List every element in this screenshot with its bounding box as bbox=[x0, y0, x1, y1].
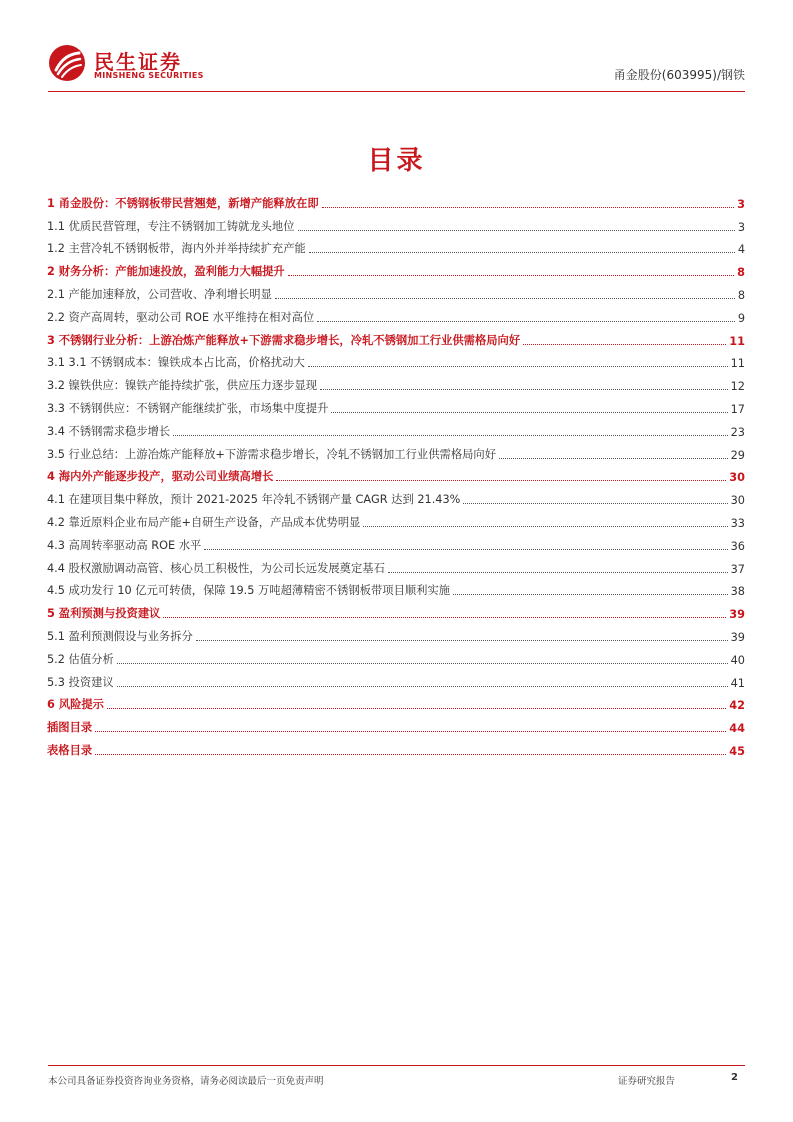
toc-subsection-entry[interactable] bbox=[47, 211, 745, 234]
minsheng-logo-icon bbox=[48, 44, 86, 82]
toc-entry-label: 插图目录 bbox=[47, 721, 93, 735]
toc-subsection-entry[interactable] bbox=[47, 484, 745, 507]
toc-subsection-entry[interactable] bbox=[47, 644, 745, 667]
toc-entry-label: 4.3 高周转率驱动高 ROE 水平 bbox=[47, 538, 202, 552]
toc-subsection-entry[interactable] bbox=[47, 348, 745, 371]
toc-subsection-entry[interactable] bbox=[47, 439, 745, 462]
toc-dot-leader bbox=[388, 572, 728, 573]
toc-entry-label: 5 盈利预测与投资建议 bbox=[47, 607, 161, 621]
toc-dot-leader bbox=[331, 412, 727, 413]
toc-entry-label: 5.1 盈利预测假设与业务拆分 bbox=[47, 629, 193, 643]
toc-entry-page: 29 bbox=[730, 448, 745, 462]
toc-dot-leader bbox=[288, 275, 734, 276]
logo-english-name: MINSHENG SECURITIES bbox=[94, 71, 204, 80]
toc-dot-leader bbox=[275, 298, 735, 299]
stock-info: 甬金股份(603995)/钢铁 bbox=[613, 68, 745, 82]
toc-dot-leader bbox=[117, 663, 728, 664]
toc-dot-leader bbox=[453, 594, 728, 595]
toc-entry-label: 3.5 行业总结：上游冶炼产能释放+下游需求稳步增长，冷轧不锈钢加工行业供需格局向好 bbox=[47, 447, 497, 461]
toc-dot-leader bbox=[309, 252, 735, 253]
toc-entry-label: 3 不锈钢行业分析：上游冶炼产能释放+下游需求稳步增长，冷轧不锈钢加工行业供需格局向好 bbox=[47, 333, 521, 347]
toc-entry-page: 38 bbox=[730, 585, 745, 599]
toc-section-entry[interactable] bbox=[47, 598, 745, 621]
toc-subsection-entry[interactable] bbox=[47, 667, 745, 690]
toc-subsection-entry[interactable] bbox=[47, 553, 745, 576]
footer-disclaimer: 本公司具备证券投资咨询业务资格，请务必阅读最后一页免责声明 bbox=[48, 1076, 324, 1087]
toc-entry-page: 3 bbox=[737, 220, 745, 234]
toc-dot-leader bbox=[320, 389, 728, 390]
toc-subsection-entry[interactable] bbox=[47, 302, 745, 325]
toc-section-entry[interactable] bbox=[47, 256, 745, 279]
toc-entry-label: 4.2 靠近原料企业布局产能+自研生产设备，产品成本优势明显 bbox=[47, 515, 361, 529]
toc-entry-label: 表格目录 bbox=[47, 743, 93, 757]
toc-entry-page: 36 bbox=[730, 539, 745, 553]
toc-dot-leader bbox=[95, 754, 726, 755]
toc-entry-page: 11 bbox=[730, 357, 745, 371]
toc-entry-label: 2.2 资产高周转，驱动公司 ROE 水平维持在相对高位 bbox=[47, 310, 315, 324]
toc-dot-leader bbox=[276, 480, 726, 481]
toc-entry-page: 12 bbox=[730, 380, 745, 394]
toc-entry-label: 3.1 3.1 不锈钢成本：镍铁成本占比高，价格扰动大 bbox=[47, 356, 305, 370]
toc-dot-leader bbox=[95, 731, 726, 732]
toc-subsection-entry[interactable] bbox=[47, 370, 745, 393]
toc-entry-label: 3.3 不锈钢供应：不锈钢产能继续扩张，市场集中度提升 bbox=[47, 401, 329, 415]
toc-subsection-entry[interactable] bbox=[47, 530, 745, 553]
toc-entry-page: 3 bbox=[737, 197, 745, 211]
toc-subsection-entry[interactable] bbox=[47, 507, 745, 530]
footer-divider bbox=[48, 1065, 745, 1066]
toc-dot-leader bbox=[523, 344, 726, 345]
toc-dot-leader bbox=[117, 686, 728, 687]
toc-section-entry[interactable] bbox=[47, 735, 745, 758]
toc-entry-label: 1.1 优质民营管理，专注不锈钢加工铸就龙头地位 bbox=[47, 219, 295, 233]
toc-section-entry[interactable] bbox=[47, 462, 745, 485]
toc-entry-page: 11 bbox=[729, 334, 745, 348]
toc-entry-page: 17 bbox=[730, 402, 745, 416]
toc-entry-page: 30 bbox=[729, 471, 745, 485]
toc-dot-leader bbox=[204, 549, 727, 550]
toc-dot-leader bbox=[298, 230, 735, 231]
toc-entry-page: 44 bbox=[729, 722, 745, 736]
footer-report-type: 证券研究报告 bbox=[618, 1076, 676, 1087]
toc-entry-label: 3.4 不锈钢需求稳步增长 bbox=[47, 424, 171, 438]
page-title: 目录 bbox=[367, 146, 426, 176]
page-header bbox=[48, 40, 745, 90]
toc-entry-page: 23 bbox=[730, 425, 745, 439]
toc-entry-page: 33 bbox=[730, 516, 745, 530]
toc-entry-page: 8 bbox=[737, 266, 745, 280]
toc-dot-leader bbox=[499, 458, 728, 459]
toc-entry-label: 3.2 镍铁供应：镍铁产能持续扩张，供应压力逐步显现 bbox=[47, 379, 318, 393]
toc-entry-label: 1.2 主营冷轧不锈钢板带，海内外并举持续扩充产能 bbox=[47, 242, 306, 256]
toc-entry-page: 37 bbox=[730, 562, 745, 576]
toc-subsection-entry[interactable] bbox=[47, 621, 745, 644]
toc-subsection-entry[interactable] bbox=[47, 416, 745, 439]
logo-chinese-name: 民生证券 bbox=[94, 50, 182, 74]
toc-section-entry[interactable] bbox=[47, 188, 745, 211]
toc-entry-label: 4 海内外产能逐步投产，驱动公司业绩高增长 bbox=[47, 470, 274, 484]
toc-entry-label: 4.5 成功发行 10 亿元可转债，保障 19.5 万吨超薄精密不锈钢板带项目顺利实施 bbox=[47, 584, 451, 598]
toc-entry-page: 4 bbox=[737, 243, 745, 257]
footer-page-number: 2 bbox=[731, 1072, 738, 1083]
toc-entry-page: 45 bbox=[729, 744, 745, 758]
toc-dot-leader bbox=[163, 617, 726, 618]
toc-entry-label: 4.1 在建项目集中释放，预计 2021-2025 年冷轧不锈钢产量 CAGR 达到 21.43% bbox=[47, 493, 461, 507]
toc-dot-leader bbox=[463, 503, 727, 504]
toc-section-entry[interactable] bbox=[47, 712, 745, 735]
toc-entry-page: 39 bbox=[729, 608, 745, 622]
toc-entry-label: 5.3 投资建议 bbox=[47, 675, 114, 689]
toc-entry-page: 40 bbox=[730, 653, 745, 667]
toc-entry-label: 2 财务分析：产能加速投放，盈利能力大幅提升 bbox=[47, 265, 285, 279]
toc-entry-page: 30 bbox=[730, 494, 745, 508]
toc-subsection-entry[interactable] bbox=[47, 576, 745, 599]
toc-dot-leader bbox=[363, 526, 727, 527]
toc-dot-leader bbox=[317, 321, 735, 322]
toc-entry-page: 8 bbox=[737, 288, 745, 302]
toc-entry-page: 41 bbox=[730, 676, 745, 690]
toc-dot-leader bbox=[196, 640, 728, 641]
company-logo bbox=[48, 44, 248, 84]
toc-entry-page: 9 bbox=[737, 311, 745, 325]
header-divider bbox=[48, 91, 745, 92]
toc-dot-leader bbox=[322, 207, 735, 208]
toc-section-entry[interactable] bbox=[47, 690, 745, 713]
toc-dot-leader bbox=[107, 708, 726, 709]
toc-entry-label: 1 甬金股份：不锈钢板带民营翘楚，新增产能释放在即 bbox=[47, 196, 319, 210]
toc-entry-label: 5.2 估值分析 bbox=[47, 652, 114, 666]
toc-dot-leader bbox=[173, 435, 727, 436]
toc-subsection-entry[interactable] bbox=[47, 234, 745, 257]
toc-entry-label: 2.1 产能加速释放，公司营收、净利增长明显 bbox=[47, 287, 272, 301]
toc-entry-page: 39 bbox=[730, 630, 745, 644]
toc-section-entry[interactable] bbox=[47, 325, 745, 348]
toc-entry-page: 42 bbox=[729, 699, 745, 713]
toc-subsection-entry[interactable] bbox=[47, 393, 745, 416]
toc-entry-label: 6 风险提示 bbox=[47, 698, 104, 712]
table-of-contents bbox=[47, 188, 745, 758]
toc-subsection-entry[interactable] bbox=[47, 279, 745, 302]
toc-entry-label: 4.4 股权激励调动高管、核心员工积极性，为公司长远发展奠定基石 bbox=[47, 561, 385, 575]
toc-dot-leader bbox=[308, 366, 728, 367]
